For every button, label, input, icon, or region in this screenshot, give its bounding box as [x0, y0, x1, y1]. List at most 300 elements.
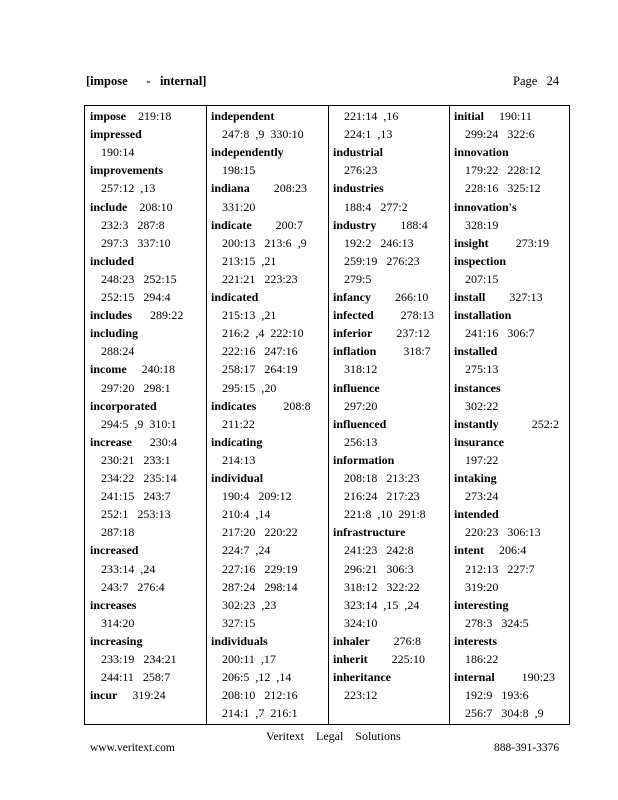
- index-entry: [211, 399, 311, 413]
- index-entry-continuation: [465, 616, 529, 630]
- index-term: interesting: [454, 597, 509, 612]
- page-line-refs: 190:11: [484, 109, 532, 123]
- index-entry-continuation: [101, 218, 165, 232]
- page-line-refs: 197:22: [465, 452, 499, 467]
- index-entry-continuation: [465, 181, 541, 195]
- footer-website: www.veritext.com: [90, 742, 175, 754]
- page-line-refs: 200:11 ,17: [222, 652, 276, 666]
- page-line-refs: 188:4 277:2: [344, 199, 408, 214]
- index-term: infrastructure: [333, 525, 406, 540]
- page-line-refs: 247:8 ,9 330:10: [222, 127, 304, 142]
- index-entry-continuation: [222, 308, 276, 322]
- index-entry-continuation: [465, 489, 498, 503]
- page-line-refs: 186:22: [465, 652, 499, 666]
- index-term: inflation: [333, 344, 377, 359]
- index-term: income: [90, 362, 127, 377]
- index-entry: [333, 326, 430, 340]
- index-entry-continuation: [344, 236, 414, 250]
- index-entry: [454, 308, 511, 322]
- page-line-refs: 288:24: [101, 344, 135, 359]
- page-line-refs: 213:15 ,21: [222, 253, 277, 268]
- index-term: inhaler: [333, 633, 370, 648]
- index-term: individuals: [211, 633, 268, 648]
- index-entry-continuation: [222, 362, 298, 376]
- column-divider: [206, 106, 207, 724]
- index-entry: [211, 181, 307, 195]
- index-term: increases: [90, 597, 137, 612]
- page-line-refs: 294:5 ,9 310:1: [101, 416, 177, 431]
- index-entry: [454, 471, 497, 485]
- page-line-refs: 266:10: [371, 290, 429, 304]
- index-entry: [333, 670, 391, 684]
- index-term: indicates: [211, 398, 257, 413]
- index-entry-continuation: [344, 543, 414, 557]
- page-line-refs: 221:8 ,10 291:8: [344, 507, 426, 522]
- index-term: intent: [454, 543, 484, 558]
- index-entry: [211, 435, 262, 449]
- index-entry: [90, 326, 138, 340]
- index-entry: [211, 471, 263, 485]
- index-entry: [90, 634, 142, 648]
- page-line-refs: 192:9 193:6: [465, 688, 529, 703]
- index-entry-continuation: [222, 616, 255, 630]
- index-entry-continuation: [222, 200, 255, 214]
- index-term: innovation's: [454, 199, 517, 214]
- page-line-refs: 200:7: [251, 217, 304, 232]
- index-entry: [211, 634, 268, 648]
- page-line-refs: 287:24 298:14: [222, 579, 298, 594]
- index-entry-continuation: [344, 254, 420, 268]
- index-entry-continuation: [465, 580, 498, 594]
- index-entry: [454, 598, 508, 612]
- page-line-refs: 241:16 306:7: [465, 326, 535, 341]
- page-line-refs: 279:5: [344, 271, 372, 286]
- page-line-refs: 323:14 ,15 ,24: [344, 597, 420, 612]
- page-line-refs: 237:12: [372, 326, 430, 341]
- index-entry: [333, 145, 383, 159]
- index-entry-continuation: [344, 435, 377, 449]
- page-line-refs: 192:2 246:13: [344, 235, 414, 250]
- index-entry-continuation: [222, 562, 298, 576]
- page-line-refs: 296:21 306:3: [344, 561, 414, 576]
- index-entry: [90, 362, 175, 376]
- index-entry: [333, 218, 428, 232]
- page-line-refs: 327:15: [222, 615, 256, 630]
- index-entry-continuation: [101, 381, 171, 395]
- page-line-refs: 228:16 325:12: [465, 181, 541, 196]
- index-entry-continuation: [101, 453, 171, 467]
- index-term: insurance: [454, 434, 505, 449]
- index-term: industrial: [333, 145, 384, 160]
- index-term: intended: [454, 507, 499, 522]
- index-term: inspection: [454, 253, 507, 268]
- index-entry-continuation: [101, 344, 134, 358]
- page-line-refs: 224:1 ,13: [344, 127, 393, 142]
- page-line-refs: 190:4 209:12: [222, 489, 292, 504]
- page-line-refs: 224:7 ,24: [222, 543, 271, 558]
- page-line-refs: 214:13: [222, 452, 256, 467]
- index-term: impressed: [90, 127, 142, 142]
- index-entry: [333, 453, 394, 467]
- index-entry-continuation: [344, 688, 377, 702]
- page-line-refs: 206:4: [484, 543, 527, 558]
- page-line-refs: 211:22: [222, 416, 255, 431]
- index-term: increasing: [90, 633, 143, 648]
- page-line-refs: 331:20: [222, 199, 256, 214]
- page-line-refs: 190:14: [101, 145, 135, 160]
- index-term: infancy: [333, 290, 372, 304]
- page-line-refs: 278:3 324:5: [465, 615, 529, 630]
- page-line-refs: 319:24: [117, 688, 166, 703]
- page-line-refs: 289:22: [132, 308, 184, 323]
- page-line-refs: 276:8: [369, 633, 422, 648]
- index-entry-continuation: [465, 127, 535, 141]
- page-line-refs: 223:12: [344, 688, 378, 703]
- page-line-refs: 314:20: [101, 615, 135, 630]
- index-entry-continuation: [101, 525, 134, 539]
- index-entry: [211, 109, 274, 123]
- index-entry: [333, 290, 428, 304]
- footer-phone: 888-391-3376: [494, 742, 560, 754]
- index-entry-continuation: [222, 236, 307, 250]
- page-line-refs: 220:23 306:13: [465, 525, 541, 540]
- index-column-3: [333, 106, 447, 724]
- page-line-refs: 233:14 ,24: [101, 561, 156, 576]
- index-entry: [333, 308, 434, 322]
- page-line-refs: 299:24 322:6: [465, 127, 535, 142]
- index-entry: [454, 435, 504, 449]
- page-line-refs: 241:15 243:7: [101, 489, 171, 504]
- index-term: impose: [90, 109, 126, 123]
- index-entry-continuation: [222, 417, 255, 431]
- index-entry-continuation: [101, 471, 177, 485]
- page-line-refs: 230:4: [131, 434, 178, 449]
- index-entry-continuation: [101, 562, 155, 576]
- index-entry-continuation: [222, 326, 304, 340]
- index-entry: [211, 218, 303, 232]
- index-entry-continuation: [465, 525, 541, 539]
- page-line-refs: 248:23 252:15: [101, 271, 177, 286]
- page-line-refs: 297:20 298:1: [101, 380, 171, 395]
- index-term: individual: [211, 471, 264, 485]
- index-term: innovation: [454, 145, 509, 160]
- index-entry-continuation: [222, 525, 298, 539]
- index-entry: [454, 254, 506, 268]
- page-line-refs: 208:10: [127, 199, 173, 214]
- index-entry-continuation: [344, 616, 377, 630]
- index-entry: [90, 598, 136, 612]
- page-line-refs: 198:15: [222, 163, 256, 178]
- page-line-refs: 233:19 234:21: [101, 652, 177, 666]
- index-entry: [454, 236, 549, 250]
- index-entry-continuation: [101, 236, 171, 250]
- index-term: infected: [333, 308, 374, 323]
- page-line-refs: 227:16 229:19: [222, 561, 298, 576]
- page-line-refs: 258:17 264:19: [222, 362, 298, 377]
- index-entry-continuation: [101, 652, 177, 666]
- index-entry-continuation: [222, 272, 298, 286]
- page-line-refs: 318:12 322:22: [344, 579, 420, 594]
- page-line-refs: 244:11 258:7: [101, 670, 171, 685]
- page-line-refs: 190:23: [494, 670, 556, 685]
- index-range-heading: [impose - internal]: [86, 74, 207, 88]
- index-entry: [454, 200, 517, 214]
- index-entry-continuation: [344, 272, 371, 286]
- index-term: include: [90, 199, 128, 214]
- index-entry-continuation: [465, 362, 498, 376]
- index-entry-continuation: [101, 145, 134, 159]
- column-divider: [449, 106, 450, 724]
- index-entry-continuation: [344, 580, 420, 594]
- page-line-refs: 318:12: [344, 362, 378, 377]
- index-entry: [90, 109, 171, 123]
- index-entry: [454, 417, 559, 431]
- index-entry: [454, 634, 497, 648]
- page-line-refs: 210:4 ,14: [222, 507, 271, 522]
- index-entry-continuation: [222, 489, 292, 503]
- page-line-refs: 318:7: [376, 344, 431, 359]
- index-entry-continuation: [101, 580, 165, 594]
- index-term: indicated: [211, 290, 259, 304]
- index-entry: [454, 145, 509, 159]
- page-line-refs: 275:13: [465, 362, 499, 377]
- page-line-refs: 256:13: [344, 434, 378, 449]
- page-line-refs: 221:14 ,16: [344, 109, 399, 123]
- index-term: information: [333, 452, 395, 467]
- page-line-refs: 216:2 ,4 222:10: [222, 326, 304, 341]
- index-term: installed: [454, 344, 498, 359]
- page-line-refs: 221:21 223:23: [222, 271, 298, 286]
- index-entry: [454, 344, 497, 358]
- index-entry: [333, 344, 431, 358]
- index-term: inheritance: [333, 670, 391, 685]
- page-line-refs: 208:18 213:23: [344, 471, 420, 485]
- index-entry-continuation: [465, 399, 498, 413]
- page-line-refs: 232:3 287:8: [101, 217, 165, 232]
- page-line-refs: 295:15 ,20: [222, 380, 277, 395]
- index-term: inferior: [333, 326, 373, 341]
- index-entry-continuation: [344, 489, 420, 503]
- index-entry: [90, 435, 177, 449]
- page-line-refs: 324:10: [344, 615, 378, 630]
- page-line-refs: 273:24: [465, 489, 499, 504]
- index-column-1: [90, 106, 204, 724]
- index-term: increased: [90, 543, 139, 558]
- page-line-refs: 327:13: [485, 290, 543, 304]
- page-line-refs: 276:23: [344, 163, 378, 178]
- page-line-refs: 302:22: [465, 398, 499, 413]
- page-line-refs: 219:18: [126, 109, 172, 123]
- index-entry: [211, 145, 284, 159]
- index-entry-continuation: [465, 218, 498, 232]
- index-entry-continuation: [222, 598, 276, 612]
- index-term: insight: [454, 235, 489, 250]
- page-line-refs: 212:13 227:7: [465, 561, 535, 576]
- page-line-refs: 206:5 ,12 ,14: [222, 670, 292, 685]
- index-term: including: [90, 326, 139, 341]
- index-entry: [90, 308, 183, 322]
- index-column-4: [454, 106, 568, 724]
- index-entry: [454, 290, 543, 304]
- index-entry-continuation: [101, 670, 170, 684]
- index-entry-continuation: [222, 688, 298, 702]
- index-entry-continuation: [101, 489, 171, 503]
- page-line-refs: 273:19: [488, 235, 550, 250]
- index-entry: [333, 525, 405, 539]
- index-term: industries: [333, 181, 384, 196]
- page-line-refs: 234:22 235:14: [101, 471, 177, 485]
- index-term: improvements: [90, 163, 164, 178]
- index-term: installation: [454, 308, 512, 323]
- index-entry-continuation: [101, 616, 134, 630]
- index-entry-continuation: [344, 163, 377, 177]
- index-entry-continuation: [344, 471, 420, 485]
- page-line-refs: 215:13 ,21: [222, 308, 277, 323]
- index-term: influence: [333, 380, 380, 395]
- index-term: internal: [454, 670, 495, 685]
- index-entry-continuation: [222, 652, 276, 666]
- index-term: increase: [90, 434, 132, 449]
- index-entry-continuation: [344, 399, 377, 413]
- index-entry: [211, 290, 258, 304]
- index-entry: [90, 543, 138, 557]
- index-entry-continuation: [222, 127, 304, 141]
- index-term: install: [454, 290, 486, 304]
- index-term: independently: [211, 145, 284, 160]
- index-entry: [333, 381, 380, 395]
- index-entry-continuation: [222, 507, 270, 521]
- index-entry: [90, 688, 166, 702]
- index-column-2: [211, 106, 325, 724]
- index-entry-continuation: [222, 163, 255, 177]
- index-entry-continuation: [344, 200, 408, 214]
- index-term: includes: [90, 308, 133, 323]
- index-entry: [333, 417, 386, 431]
- index-entry-continuation: [101, 290, 171, 304]
- word-index-table: [84, 105, 570, 725]
- page-line-refs: 259:19 276:23: [344, 253, 420, 268]
- page-line-refs: 214:1 ,7 216:1: [222, 706, 298, 721]
- index-entry-continuation: [344, 507, 426, 521]
- index-entry-continuation: [101, 507, 171, 521]
- index-entry-continuation: [344, 562, 414, 576]
- index-entry: [90, 163, 163, 177]
- page-line-refs: 225:10: [367, 652, 426, 666]
- page-line-refs: 278:13: [373, 308, 434, 323]
- index-entry: [90, 127, 142, 141]
- index-entry: [454, 670, 555, 684]
- index-entry-continuation: [222, 580, 298, 594]
- page-number: Page 24: [513, 74, 560, 88]
- page-line-refs: 240:18: [126, 362, 175, 377]
- index-entry: [454, 381, 501, 395]
- index-entry-continuation: [465, 562, 535, 576]
- index-term: independent: [211, 109, 275, 123]
- page-line-refs: 297:3 337:10: [101, 235, 171, 250]
- page-line-refs: 252:2: [498, 416, 560, 431]
- page-line-refs: 257:12 ,13: [101, 181, 156, 196]
- page-line-refs: 243:7 276:4: [101, 579, 165, 594]
- index-entry: [90, 399, 157, 413]
- index-entry-continuation: [465, 326, 535, 340]
- index-term: included: [90, 253, 135, 268]
- index-entry-continuation: [101, 417, 177, 431]
- index-entry-continuation: [222, 344, 298, 358]
- index-entry-continuation: [222, 381, 276, 395]
- index-term: instantly: [454, 416, 499, 431]
- index-entry-continuation: [222, 254, 276, 268]
- index-entry-continuation: [222, 706, 298, 720]
- index-entry-continuation: [465, 272, 498, 286]
- index-term: industry: [333, 217, 377, 232]
- page-line-refs: 208:8: [256, 398, 311, 413]
- index-term: instances: [454, 380, 501, 395]
- page-line-refs: 207:15: [465, 271, 499, 286]
- index-term: initial: [454, 109, 485, 123]
- index-entry-continuation: [344, 109, 398, 123]
- index-entry-continuation: [465, 706, 544, 720]
- page-line-refs: 208:10 212:16: [222, 688, 298, 703]
- page-line-refs: 179:22 228:12: [465, 163, 541, 178]
- index-entry-continuation: [344, 598, 419, 612]
- page-line-refs: 287:18: [101, 525, 135, 540]
- index-entry-continuation: [101, 181, 155, 195]
- index-entry-continuation: [101, 272, 177, 286]
- page-line-refs: 297:20: [344, 398, 378, 413]
- index-entry: [90, 254, 134, 268]
- page-line-refs: 230:21 233:1: [101, 452, 171, 467]
- page-line-refs: 328:19: [465, 217, 499, 232]
- index-entry-continuation: [344, 127, 392, 141]
- index-entry-continuation: [465, 688, 529, 702]
- index-term: incur: [90, 688, 118, 703]
- page-line-refs: 217:20 220:22: [222, 525, 298, 540]
- page-line-refs: 302:23 ,23: [222, 597, 277, 612]
- index-entry: [90, 200, 173, 214]
- index-entry: [333, 652, 425, 666]
- index-entry: [454, 507, 499, 521]
- index-entry-continuation: [344, 362, 377, 376]
- page-line-refs: 188:4: [376, 217, 428, 232]
- index-term: interests: [454, 633, 498, 648]
- column-divider: [328, 106, 329, 724]
- index-term: incorporated: [90, 398, 157, 413]
- index-term: indicate: [211, 217, 252, 232]
- index-term: indiana: [211, 181, 250, 196]
- index-entry-continuation: [465, 652, 498, 666]
- footer-company: Veritext Legal Solutions: [266, 729, 401, 743]
- page-line-refs: 252:1 253:13: [101, 507, 171, 522]
- page-line-refs: 200:13 213:6 ,9: [222, 235, 307, 250]
- index-term: inherit: [333, 652, 368, 666]
- index-term: intaking: [454, 471, 497, 485]
- index-entry: [454, 109, 532, 123]
- index-entry-continuation: [222, 543, 270, 557]
- index-entry-continuation: [465, 453, 498, 467]
- page-line-refs: 216:24 217:23: [344, 489, 420, 504]
- page-line-refs: 256:7 304:8 ,9: [465, 706, 544, 721]
- page-line-refs: 208:23: [249, 181, 308, 196]
- page-line-refs: 222:16 247:16: [222, 344, 298, 359]
- index-entry-continuation: [465, 163, 541, 177]
- index-entry-continuation: [222, 670, 291, 684]
- index-entry: [333, 634, 421, 648]
- page-line-refs: 241:23 242:8: [344, 543, 414, 558]
- index-term: indicating: [211, 434, 263, 449]
- index-term: influenced: [333, 416, 387, 431]
- index-entry: [333, 181, 384, 195]
- index-entry-continuation: [222, 453, 255, 467]
